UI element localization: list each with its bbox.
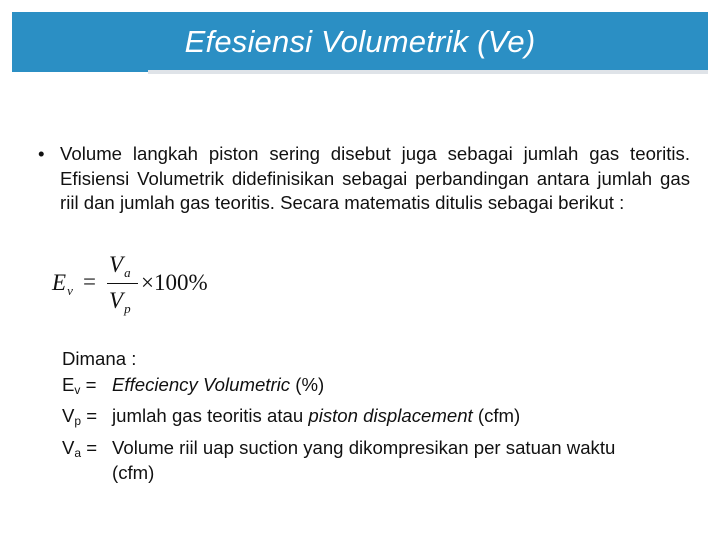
definition-row xyxy=(62,435,652,486)
definition-text: Volume riil uap suction yang dikompresikan per satuan waktu (cfm) xyxy=(112,436,616,483)
definition-text: jumlah gas teoritis atau piston displacement (cfm) xyxy=(112,405,521,426)
page-title: Efesiensi Volumetrik (Ve) xyxy=(184,24,536,59)
definition-symbol: $E_v$ = xyxy=(62,373,97,397)
definition-row xyxy=(62,403,652,435)
bullet-icon: • xyxy=(38,143,45,164)
definitions xyxy=(62,346,652,486)
formula-multiplier: ×100% xyxy=(141,270,208,295)
definition-symbol: $V_p$ = xyxy=(62,405,98,428)
formula-denominator: $V_p$ xyxy=(109,288,131,316)
bullet-text: Volume langkah piston sering disebut juga sebagai jumlah gas teoritis. Efisiensi Volumetrik didefinisikan sebagai perbandingan antara jumlah gas riil dan jumlah gas teoritis. Secara matematis ditulis sebagai berikut : xyxy=(60,143,690,213)
definition-symbol: $V_a$ = xyxy=(62,436,98,460)
title-underline xyxy=(148,70,708,74)
formula-lhs: $E_v$ xyxy=(52,270,73,298)
bullet-paragraph xyxy=(38,142,690,216)
formula-equals: = xyxy=(83,269,96,294)
title-bar xyxy=(12,12,708,72)
definition-text: Effeciency Volumetric (%) xyxy=(112,373,325,395)
fraction-bar xyxy=(107,283,138,284)
definition-row xyxy=(62,372,652,404)
formula-numerator: $V_a$ xyxy=(109,252,131,280)
definitions-heading: Dimana : xyxy=(62,348,137,369)
